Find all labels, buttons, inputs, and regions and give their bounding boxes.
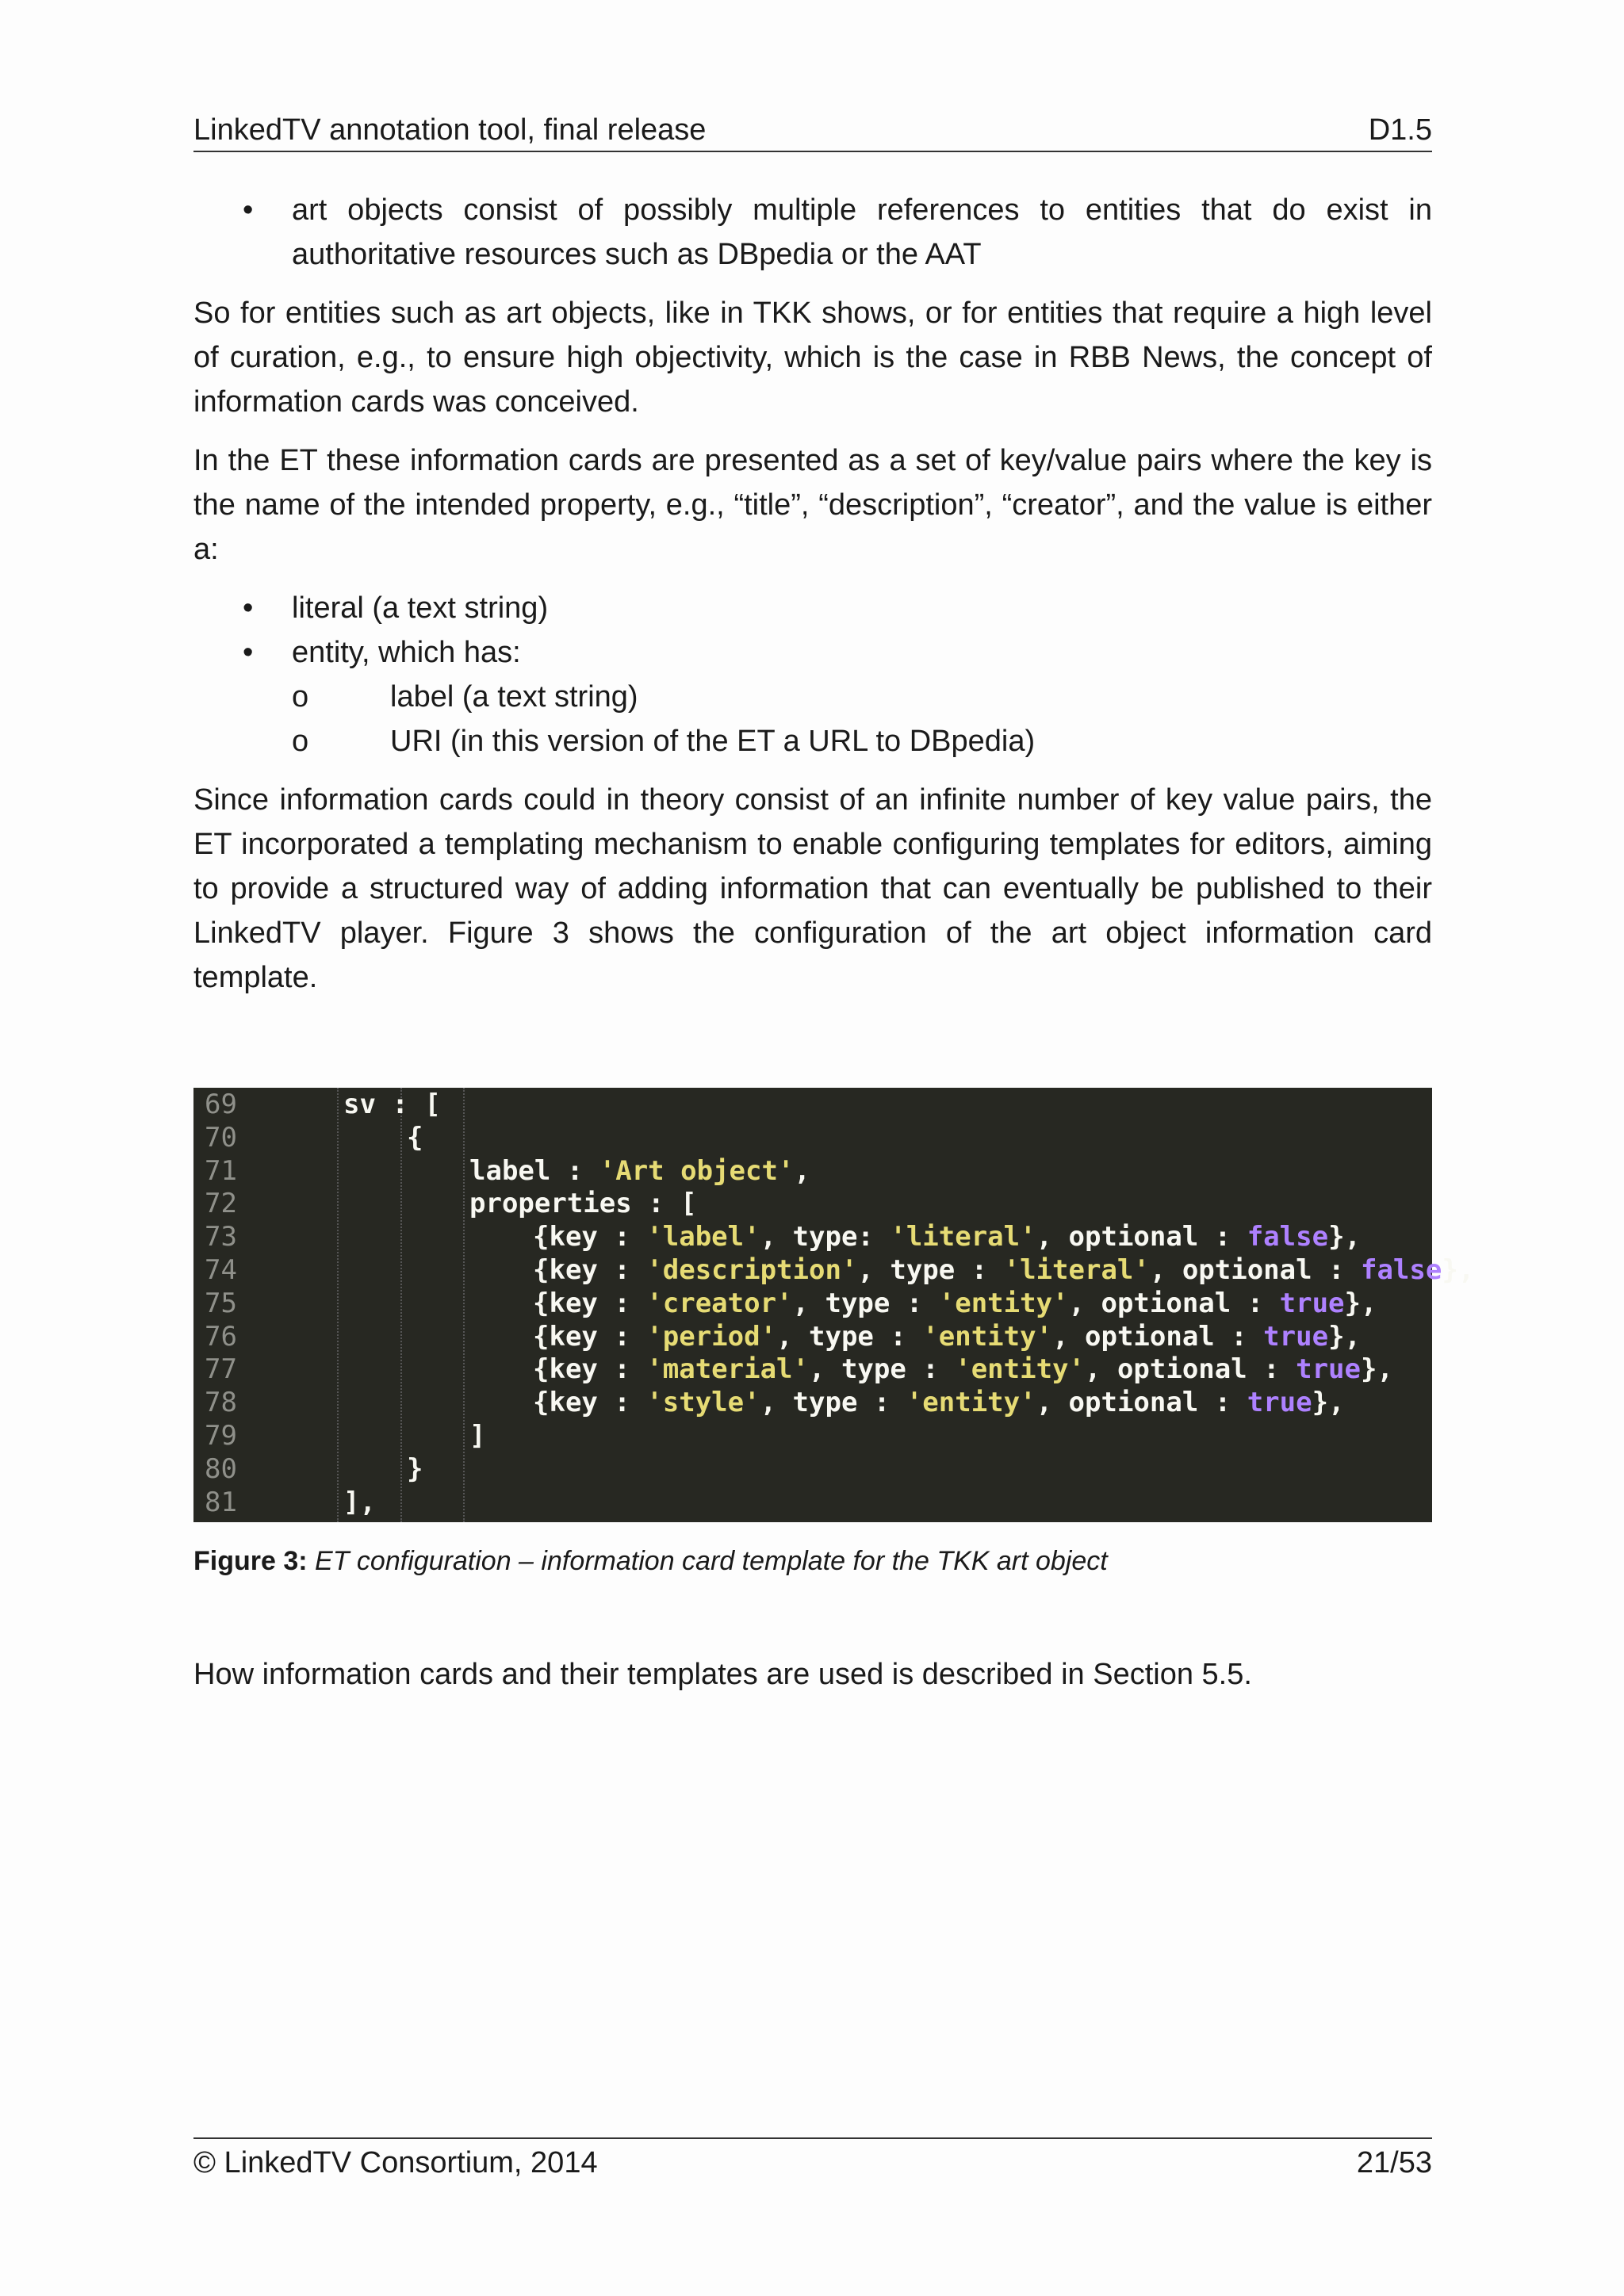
paragraph: So for entities such as art objects, like in TKK shows, or for entities that require a high level of curation, e.g., to ensure high objectivity, which is the case in RBB News, the concept of information cards was conceived.	[193, 297, 1432, 419]
paragraph: In the ET these information cards are presented as a set of key/value pairs where the key is the name of the intended property, e.g., “title”, “description”, “creator”, and the value is either a:	[193, 444, 1432, 566]
code-line	[193, 1287, 1432, 1320]
code-text: {key : 'style', type : 'entity', optional : true},	[533, 1387, 1345, 1419]
code-text: {key : 'label', type: 'literal', optional : false},	[533, 1221, 1362, 1253]
closing-paragraph: How information cards and their templates are used is described in Section 5.5.	[193, 1658, 1252, 1691]
line-number: 76	[205, 1320, 237, 1353]
code-line	[193, 1320, 1432, 1353]
line-number: 70	[205, 1121, 237, 1154]
code-line	[193, 1452, 1432, 1486]
code-line	[193, 1121, 1432, 1154]
code-screenshot	[193, 1088, 1475, 1522]
code-line	[193, 1220, 1432, 1253]
paragraph: Since information cards could in theory consist of an infinite number of key value pairs, the ET incorporated a templating mechanism to enable configuring templates for editors, aiming to provide a structured way of adding information that can eventually be published to their LinkedTV player. Figure 3 shows the configuration of the art object information card template.	[193, 783, 1432, 994]
code-line	[193, 1419, 1432, 1452]
code-line	[193, 1386, 1432, 1419]
code-text: {key : 'creator', type : 'entity', optional : true},	[533, 1287, 1377, 1319]
value-type-list	[193, 586, 1432, 763]
figure-label: Figure 3:	[193, 1546, 308, 1576]
line-number: 81	[205, 1486, 237, 1518]
page-header	[193, 109, 1432, 152]
code-line	[193, 1154, 1432, 1188]
line-number: 69	[205, 1089, 237, 1120]
document-title: LinkedTV annotation tool, final release	[193, 113, 707, 147]
line-number: 73	[205, 1221, 237, 1253]
line-number: 74	[205, 1254, 237, 1286]
code-text: {key : 'description', type : 'literal', optional : false},	[533, 1254, 1475, 1286]
code-line	[193, 1486, 1432, 1519]
bullet-icon: •	[243, 193, 254, 227]
figure-caption	[193, 1542, 1108, 1580]
code-text: {key : 'period', type : 'entity', optional : true},	[533, 1320, 1362, 1353]
line-number: 79	[205, 1420, 237, 1452]
line-number: 78	[205, 1387, 237, 1419]
code-text: properties : [	[469, 1188, 697, 1220]
sub-list-item: o URI (in this version of the ET a URL to DBpedia)	[292, 719, 1432, 763]
code-text: ]	[469, 1420, 486, 1452]
copyright: © LinkedTV Consortium, 2014	[193, 2146, 598, 2179]
code-line	[193, 1353, 1432, 1386]
entity-sublist	[292, 675, 1432, 763]
circle-bullet-icon: o	[292, 725, 309, 758]
line-number: 72	[205, 1188, 237, 1220]
code-text: }	[407, 1452, 423, 1485]
bullet-icon: •	[243, 591, 254, 625]
bullet-icon: •	[243, 636, 254, 669]
list-item: • entity, which has: o label (a text string) o URI (in this version of the ET a URL to DBpedia)	[193, 630, 1432, 763]
page-footer	[193, 2137, 1432, 2185]
page-number: 21/53	[1356, 2146, 1432, 2179]
line-number: 71	[205, 1154, 237, 1187]
list-item: • art objects consist of possibly multiple references to entities that do exist in authoritative resources such as DBpedia or the AAT	[193, 188, 1432, 277]
code-text: {key : 'material', type : 'entity', optional : true},	[533, 1353, 1393, 1386]
intro-list	[193, 188, 1432, 277]
circle-bullet-icon: o	[292, 680, 309, 714]
code-text: label : 'Art object',	[469, 1154, 810, 1187]
code-line	[193, 1253, 1475, 1287]
line-number: 77	[205, 1353, 237, 1386]
list-item: • literal (a text string)	[193, 586, 1432, 630]
code-text: sv : [	[343, 1089, 441, 1120]
code-line	[193, 1187, 1432, 1220]
body-text	[193, 188, 1432, 1014]
code-text: {	[407, 1121, 423, 1154]
sub-list-item: o label (a text string)	[292, 675, 1432, 719]
code-line	[193, 1088, 1432, 1121]
line-number: 75	[205, 1287, 237, 1319]
code-text: ],	[343, 1486, 376, 1518]
line-number: 80	[205, 1452, 237, 1485]
deliverable-id: D1.5	[1368, 113, 1432, 147]
figure-caption-text: ET configuration – information card template for the TKK art object	[315, 1546, 1108, 1576]
